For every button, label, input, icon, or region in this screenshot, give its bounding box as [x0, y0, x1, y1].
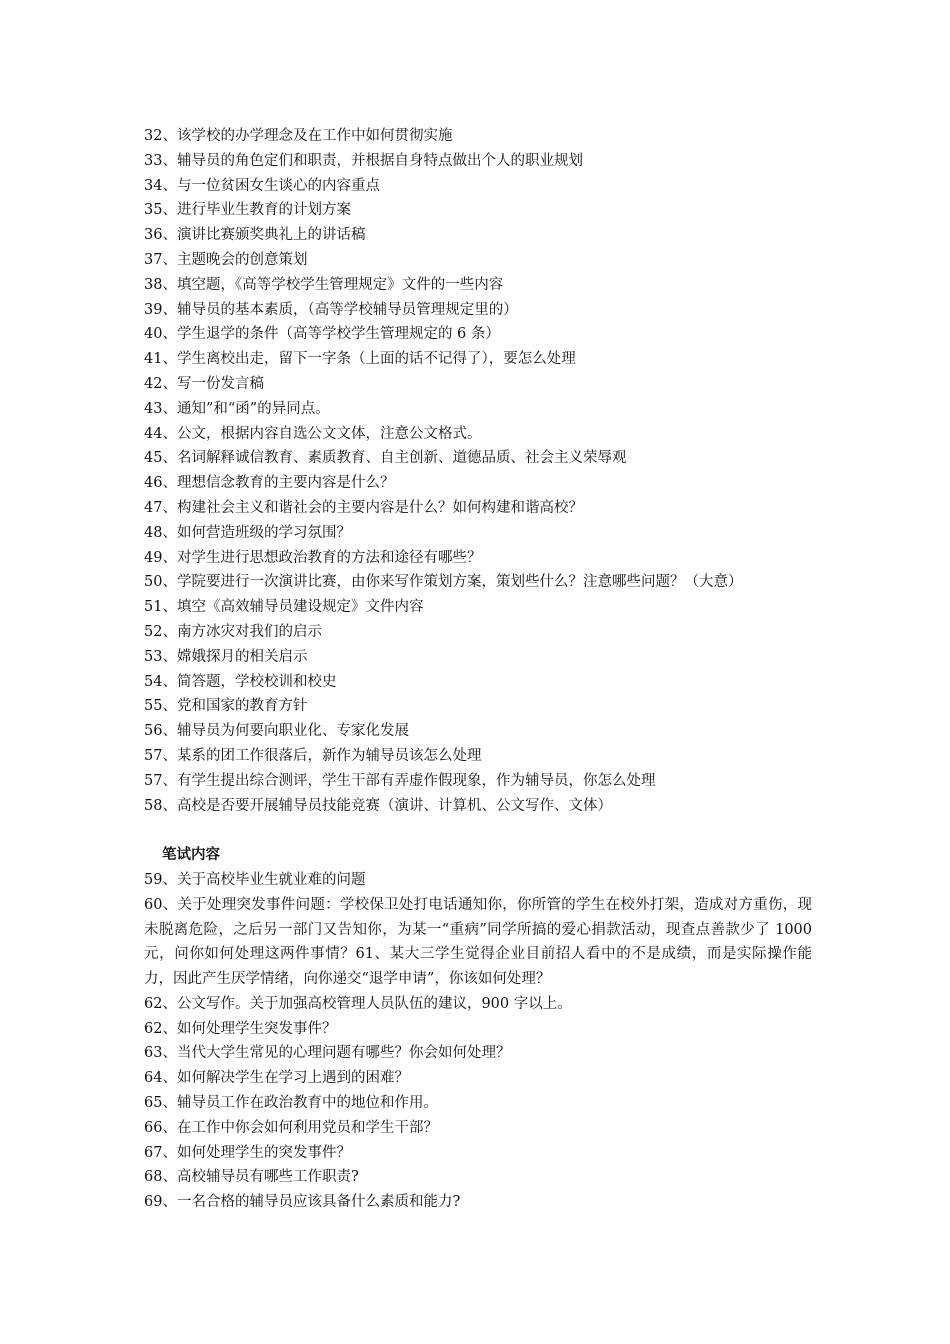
list-item: 47、构建社会主义和谐社会的主要内容是什么？如何构建和谐高校？	[144, 499, 583, 516]
list-item: 38、填空题，《高等学校学生管理规定》文件的一些内容	[144, 276, 504, 293]
list-item: 45、名词解释诚信教育、素质教育、自主创新、道德品质、社会主义荣辱观	[144, 450, 627, 467]
list-item: 59、关于高校毕业生就业难的问题	[144, 871, 366, 888]
list-item: 33、辅导员的角色定们和职责，并根据自身特点做出个人的职业规划	[144, 152, 583, 169]
list-item: 62、如何处理学生突发事件？	[144, 1020, 337, 1037]
list-item: 64、如何解决学生在学习上遇到的困难？	[144, 1070, 409, 1087]
list-item: 56、辅导员为何要向职业化、专家化发展	[144, 723, 409, 740]
list-item: 35、进行毕业生教育的计划方案	[144, 202, 351, 219]
list-item: 44、公文，根据内容自选公文文体，注意公文格式。	[144, 425, 482, 442]
list-item: 42、写一份发言稿	[144, 375, 264, 392]
list-item: 39、辅导员的基本素质，（高等学校辅导员管理规定里的）	[144, 301, 518, 318]
list-item: 46、理想信念教育的主要内容是什么？	[144, 475, 395, 492]
list-item: 57、有学生提出综合测评，学生干部有弄虚作假现象，作为辅导员，你怎么处理	[144, 772, 656, 789]
list-item: 53、嫦娥探月的相关启示	[144, 648, 308, 665]
list-item: 40、学生退学的条件（高等学校学生管理规定的 6 条）	[144, 326, 500, 343]
list-item: 66、在工作中你会如何利用党员和学生干部？	[144, 1119, 438, 1136]
list-item: 48、如何营造班级的学习氛围？	[144, 524, 351, 541]
document-page	[144, 124, 812, 1215]
list-item: 50、学院要进行一次演讲比赛，由你来写作策划方案，策划些什么？注意哪些问题？（大意）	[144, 574, 743, 591]
blank-line	[144, 818, 812, 843]
list-item: 57、某系的团工作很落后，新作为辅导员该怎么处理	[144, 747, 482, 764]
list-item: 65、辅导员工作在政治教育中的地位和作用。	[144, 1095, 438, 1112]
list-item: 43、通知”和“函”的异同点。	[144, 400, 330, 417]
list-item: 52、南方冰灾对我们的启示	[144, 623, 322, 640]
list-item: 32、该学校的办学理念及在工作中如何贯彻实施	[144, 128, 453, 144]
list-item: 68、高校辅导员有哪些工作职责?	[144, 1169, 359, 1186]
list-item: 34、与一位贫困女生谈心的内容重点	[144, 177, 380, 194]
list-item: 37、主题晚会的创意策划	[144, 251, 308, 268]
paragraph-item-60-61: 60、关于处理突发事件问题：学校保卫处打电话通知你，你所管的学生在校外打架，造成对方重伤，现未脱离危险，之后另一部门又告知你，为某一“重病”同学所搞的爱心捐款活动，现查点善款少了 1000 元，问你如何处理这两件事情？61、某大三学生觉得企业目前招人看中的不是成绩，而是实际操作能力，因此产生厌学情绪，向你递交“退学申请”，你该如何处理？	[144, 896, 812, 988]
question-list-two	[144, 992, 812, 1215]
list-item: 55、党和国家的教育方针	[144, 698, 308, 715]
list-item: 69、一名合格的辅导员应该具备什么素质和能力?	[144, 1194, 461, 1211]
list-item: 62、公文写作。关于加强高校管理人员队伍的建议，900 字以上。	[144, 995, 572, 1012]
list-item: 41、学生离校出走，留下一字条（上面的话不记得了），要怎么处理	[144, 351, 576, 368]
list-item: 49、对学生进行思想政治教育的方法和途径有哪些？	[144, 549, 482, 566]
list-item: 54、简答题，学校校训和校史	[144, 673, 337, 690]
question-list-one	[144, 124, 812, 818]
list-item: 58、高校是否要开展辅导员技能竞赛（演讲、计算机、公文写作、文体）	[144, 797, 612, 814]
list-item: 63、当代大学生常见的心理问题有哪些？你会如何处理？	[144, 1045, 511, 1062]
section-heading: 笔试内容	[162, 846, 220, 864]
list-item: 51、填空《高效辅导员建设规定》文件内容	[144, 599, 424, 616]
list-item: 36、演讲比赛颁奖典礼上的讲话稿	[144, 227, 366, 244]
list-item: 67、如何处理学生的突发事件？	[144, 1144, 351, 1161]
